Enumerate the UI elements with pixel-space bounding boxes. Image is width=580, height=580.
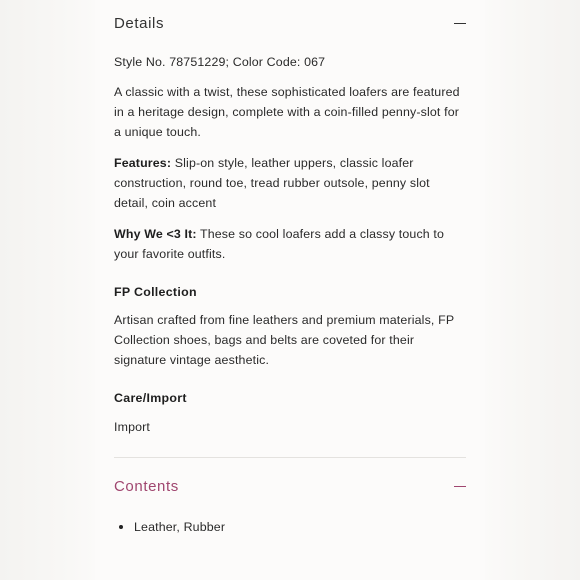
- bullet-icon: [119, 525, 123, 529]
- contents-item-text: Leather, Rubber: [134, 520, 226, 534]
- section-divider: [114, 457, 466, 458]
- features-paragraph: [114, 153, 466, 213]
- contents-title: Contents: [114, 478, 179, 495]
- why-label: Why We <3 It:: [114, 227, 197, 241]
- contents-accordion-header[interactable]: [114, 475, 466, 499]
- details-collapse-minus-icon[interactable]: [454, 23, 466, 24]
- fp-collection-text: Artisan crafted from fine leathers and premium materials, FP Collection shoes, bags and belts are coveted for their signature vintage aesthetic.: [114, 313, 455, 367]
- contents-list: [114, 517, 225, 537]
- product-description: A classic with a twist, these sophisticated loafers are featured in a heritage design, complete with a coin-filled penny-slot for a unique touch.: [114, 85, 460, 139]
- care-import-heading: Care/Import: [114, 391, 187, 405]
- features-label: Features:: [114, 156, 172, 170]
- contents-collapse-minus-icon[interactable]: [454, 486, 466, 487]
- why-we-love-it-paragraph: [114, 224, 466, 264]
- why-text: These so cool loafers add a classy touch to your favorite outfits.: [114, 227, 445, 261]
- care-import-text: Import: [114, 420, 151, 434]
- fp-collection-heading: FP Collection: [114, 285, 197, 299]
- style-number: Style No. 78751229; Color Code: 067: [114, 55, 326, 69]
- features-text: Slip-on style, leather uppers, classic loafer construction, round toe, tread rubber outsole, penny slot detail, coin accent: [114, 156, 430, 210]
- list-item: [114, 517, 225, 537]
- details-title: Details: [114, 15, 165, 32]
- details-accordion-header[interactable]: [114, 12, 466, 36]
